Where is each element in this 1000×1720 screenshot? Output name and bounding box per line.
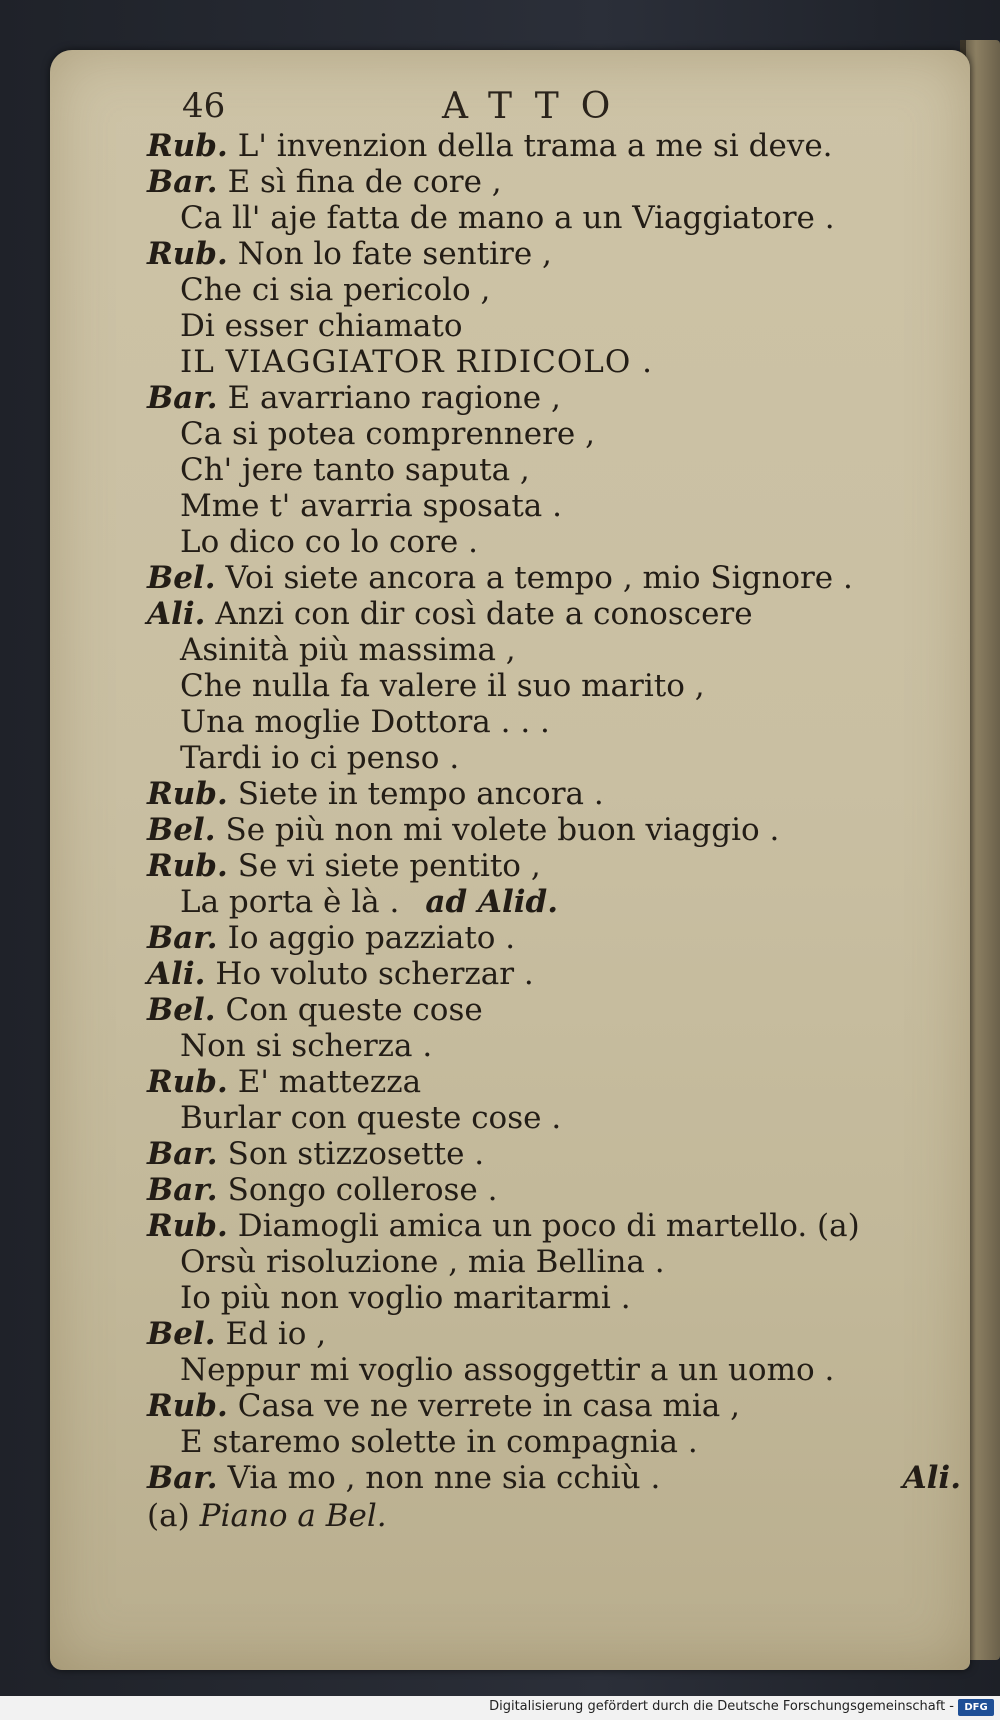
line-text: Se vi siete pentito ,	[237, 848, 541, 884]
footer-bar	[0, 1696, 1000, 1720]
line-text: E staremo solette in compagnia .	[180, 1424, 698, 1460]
line-text: Diamogli amica un poco di martello. (a)	[237, 1208, 860, 1244]
footnote-text: Piano a Bel.	[199, 1498, 387, 1534]
text-line	[147, 1028, 967, 1064]
dfg-logo: DFG	[958, 1699, 994, 1716]
text-line	[147, 272, 967, 308]
line-text: Ca si potea comprennere ,	[180, 416, 595, 452]
speaker-label: Rub.	[147, 1064, 228, 1100]
line-text: Ca ll' aje fatta de mano a un Viaggiatore .	[180, 200, 835, 236]
book-page	[50, 50, 970, 1670]
dialogue-text	[147, 128, 967, 1534]
line-text: Neppur mi voglio assoggettir a un uomo .	[180, 1352, 835, 1388]
line-text: Che nulla fa valere il suo marito ,	[180, 668, 705, 704]
speaker-label: Rub.	[147, 1388, 228, 1424]
line-text: Se più non mi volete buon viaggio .	[225, 812, 780, 848]
speaker-label: Bel.	[147, 992, 216, 1028]
speaker-label: Bar.	[147, 1172, 218, 1208]
text-line	[147, 200, 967, 236]
line-text: La porta è là .	[180, 884, 400, 920]
text-line	[147, 848, 967, 884]
line-text: Orsù risoluzione , mia Bellina .	[180, 1244, 665, 1280]
text-line	[147, 308, 967, 344]
line-text: Non lo fate sentire ,	[237, 236, 552, 272]
speaker-label: Bar.	[147, 164, 218, 200]
line-text: Che ci sia pericolo ,	[180, 272, 491, 308]
text-line	[147, 1460, 967, 1496]
text-line	[147, 164, 967, 200]
stage-direction: ad Alid.	[425, 884, 558, 920]
running-title: ATTO	[442, 86, 633, 127]
text-line	[147, 1388, 967, 1424]
text-line	[147, 380, 967, 416]
line-text: IL VIAGGIATOR RIDICOLO .	[180, 344, 653, 380]
text-line	[147, 956, 967, 992]
text-line	[147, 1064, 967, 1100]
speaker-label: Bar.	[147, 1136, 218, 1172]
line-text: L' invenzion della trama a me si deve.	[237, 128, 833, 164]
text-line	[147, 1280, 967, 1316]
text-line	[147, 1172, 967, 1208]
speaker-label: Ali.	[147, 956, 206, 992]
speaker-label: Bel.	[147, 560, 216, 596]
speaker-label: Bar.	[147, 1460, 218, 1496]
line-text: Songo collerose .	[227, 1172, 498, 1208]
text-line	[147, 344, 967, 380]
line-text: Casa ve ne verrete in casa mia ,	[237, 1388, 740, 1424]
line-text: E avarriano ragione ,	[227, 380, 561, 416]
line-text: Mme t' avarria sposata .	[180, 488, 562, 524]
text-line	[147, 1244, 967, 1280]
text-line	[147, 416, 967, 452]
line-text: Voi siete ancora a tempo , mio Signore .	[225, 560, 853, 596]
text-line	[147, 632, 967, 668]
text-line	[147, 1316, 967, 1352]
line-text: Siete in tempo ancora .	[237, 776, 604, 812]
speaker-label: Bar.	[147, 380, 218, 416]
text-line	[147, 920, 967, 956]
catchword: Ali.	[902, 1460, 961, 1496]
page-number: 46	[182, 86, 226, 126]
line-text: Io più non voglio maritarmi .	[180, 1280, 631, 1316]
line-text: Di esser chiamato	[180, 308, 463, 344]
line-text: Ho voluto scherzar .	[215, 956, 534, 992]
line-text: Ed io ,	[225, 1316, 327, 1352]
text-line	[147, 452, 967, 488]
text-line	[147, 812, 967, 848]
speaker-label: Bar.	[147, 920, 218, 956]
line-text: Ch' jere tanto saputa ,	[180, 452, 530, 488]
line-text: Una moglie Dottora . . .	[180, 704, 550, 740]
line-text: Anzi con dir così date a conoscere	[215, 596, 753, 632]
line-text: Son stizzosette .	[227, 1136, 485, 1172]
speaker-label: Rub.	[147, 848, 228, 884]
text-line	[147, 1352, 967, 1388]
text-line	[147, 524, 967, 560]
speaker-label: Rub.	[147, 128, 228, 164]
speaker-label: Rub.	[147, 1208, 228, 1244]
text-line	[147, 1208, 967, 1244]
line-text: E sì fina de core ,	[227, 164, 502, 200]
footnote-mark: (a)	[147, 1498, 190, 1534]
text-line	[147, 560, 967, 596]
line-text: Lo dico co lo core .	[180, 524, 478, 560]
speaker-label: Bel.	[147, 1316, 216, 1352]
speaker-label: Rub.	[147, 776, 228, 812]
line-text: Via mo , non nne sia cchiù .	[227, 1460, 661, 1496]
text-line	[147, 1136, 967, 1172]
line-text: Asinità più massima ,	[180, 632, 516, 668]
text-line	[147, 236, 967, 272]
text-line	[147, 596, 967, 632]
speaker-label: Ali.	[147, 596, 206, 632]
line-text: Burlar con queste cose .	[180, 1100, 562, 1136]
line-text: Non si scherza .	[180, 1028, 433, 1064]
text-line	[147, 704, 967, 740]
text-line	[147, 740, 967, 776]
text-line	[147, 992, 967, 1028]
digitization-credit: Digitalisierung gefördert durch die Deutsche Forschungsgemeinschaft -	[489, 1699, 954, 1714]
text-line	[147, 488, 967, 524]
text-line	[147, 1100, 967, 1136]
line-text: Tardi io ci penso .	[180, 740, 460, 776]
text-line	[147, 884, 967, 920]
text-line	[147, 1424, 967, 1460]
speaker-label: Bel.	[147, 812, 216, 848]
line-text: E' mattezza	[237, 1064, 422, 1100]
text-line	[147, 128, 967, 164]
line-text: Io aggio pazziato .	[227, 920, 516, 956]
speaker-label: Rub.	[147, 236, 228, 272]
text-line	[147, 776, 967, 812]
text-line	[147, 668, 967, 704]
footnote	[147, 1498, 967, 1534]
line-text: Con queste cose	[225, 992, 483, 1028]
